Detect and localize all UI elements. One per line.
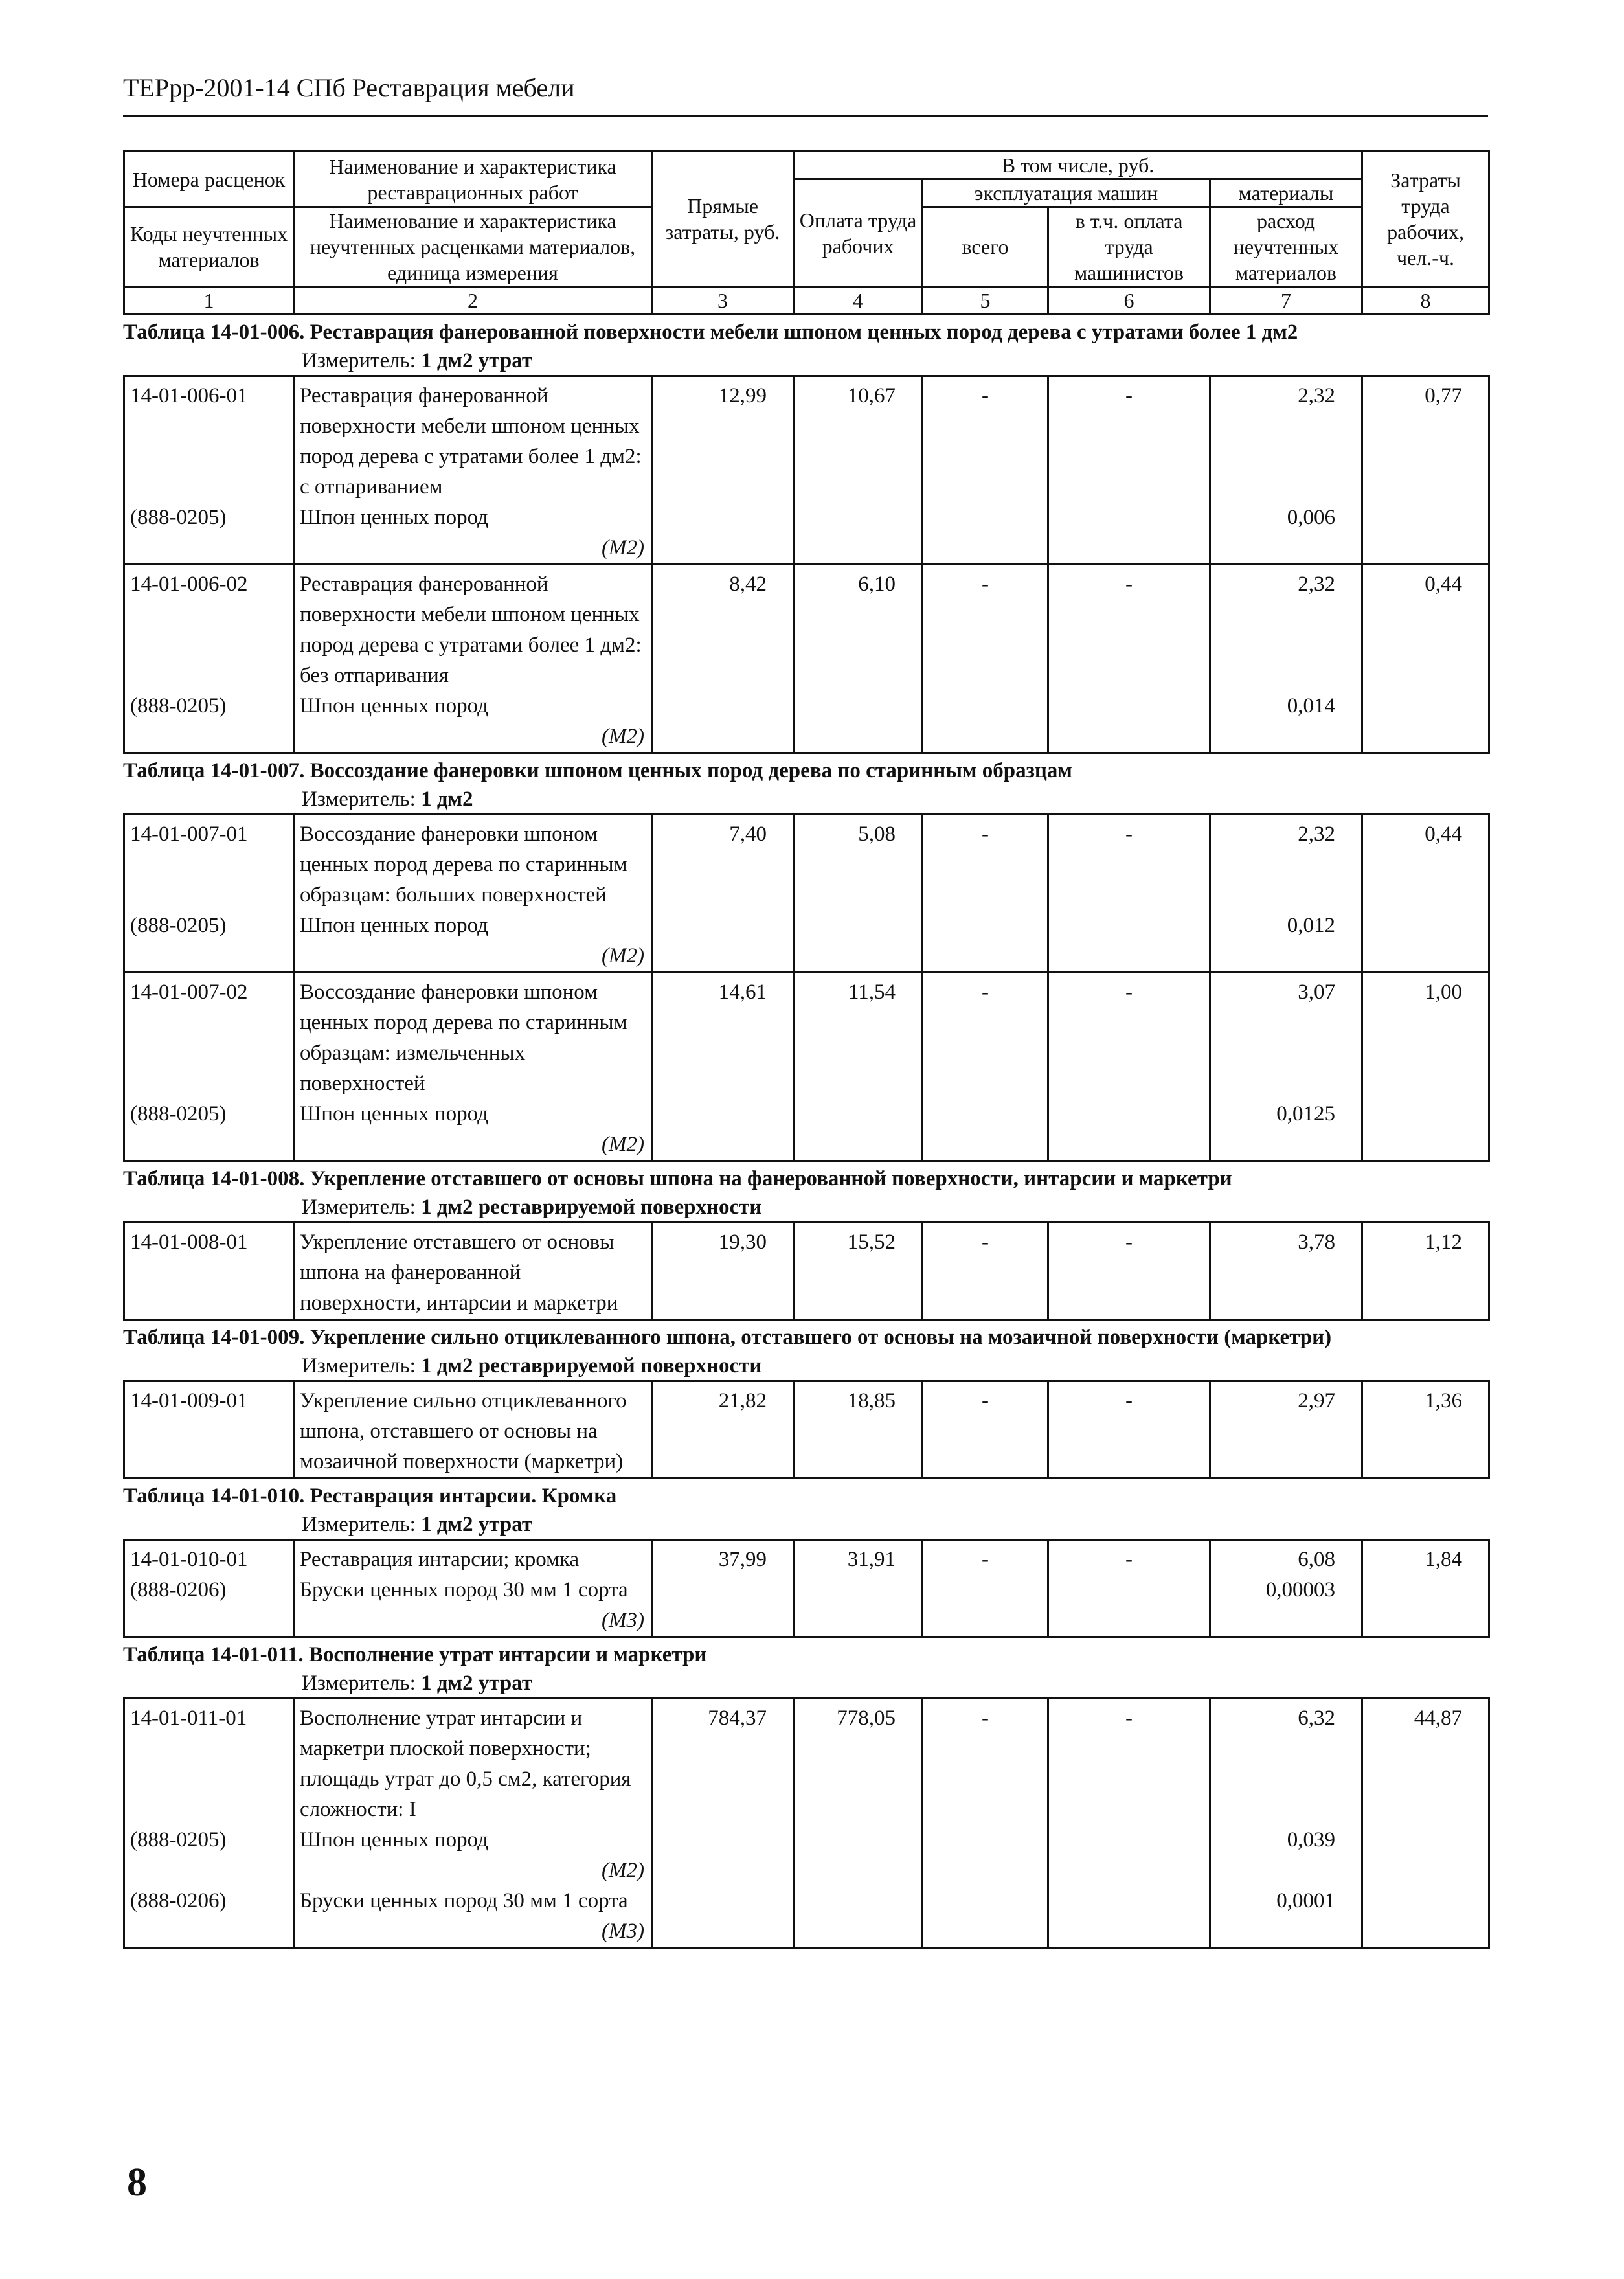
material-name: Бруски ценных пород 30 мм 1 сорта [300, 1889, 628, 1912]
measure-label: Измеритель: [302, 788, 416, 811]
empty-cell [1362, 911, 1489, 973]
column-header-table [123, 150, 1490, 315]
empty-cell [1048, 1099, 1210, 1161]
machines-total-value: - [923, 376, 1048, 503]
measure-value: 1 дм2 утрат [421, 1513, 533, 1536]
empty-cell [794, 1886, 923, 1948]
empty-cell [794, 1825, 923, 1886]
material-name-cell [294, 1099, 652, 1161]
worker-pay-value: 778,05 [794, 1699, 923, 1826]
rate-table-group [123, 1164, 1488, 1321]
machines-total-value: - [923, 1223, 1048, 1320]
worker-pay-value: 31,91 [794, 1540, 923, 1576]
measure-label: Измеритель: [302, 1672, 416, 1695]
empty-cell [923, 1825, 1048, 1886]
direct-costs-value: 8,42 [652, 565, 794, 692]
measure-value: 1 дм2 [421, 788, 473, 811]
material-code: (888-0205) [124, 1099, 294, 1161]
material-code: (888-0205) [124, 691, 294, 753]
rate-items-table [123, 1380, 1490, 1479]
machinist-pay-value: - [1048, 1223, 1210, 1320]
material-row [124, 691, 1489, 753]
empty-cell [794, 1099, 923, 1161]
empty-cell [652, 1825, 794, 1886]
column-number: 1 [124, 287, 294, 315]
machines-total-value: - [923, 1540, 1048, 1576]
rates-content [123, 150, 1488, 1949]
empty-cell [1362, 1575, 1489, 1637]
material-row [124, 1099, 1489, 1161]
direct-costs-value: 21,82 [652, 1381, 794, 1479]
empty-cell [794, 503, 923, 565]
rate-name: Укрепление отставшего от основы шпона на фанерованной поверхности, интарсии и маркетри [294, 1223, 652, 1320]
table-measure [123, 1510, 1488, 1539]
material-name-cell [294, 911, 652, 973]
empty-cell [923, 691, 1048, 753]
labor-hours-value: 0,77 [1362, 376, 1489, 503]
material-name-cell [294, 1886, 652, 1948]
material-name: Шпон ценных пород [300, 694, 488, 718]
column-number: 5 [923, 287, 1048, 315]
rate-table-group [123, 318, 1488, 754]
header-machine-operation: эксплуатация машин [923, 179, 1210, 207]
header-material-names: Наименование и характеристика неучтенных расценками материалов, единица измерения [294, 207, 652, 287]
header-work-name: Наименование и характеристика реставрационных работ [294, 152, 652, 207]
table-measure [123, 1352, 1488, 1380]
rate-table-group [123, 1323, 1488, 1479]
labor-hours-value: 0,44 [1362, 815, 1489, 911]
empty-cell [1362, 1825, 1489, 1886]
material-code: (888-0206) [124, 1575, 294, 1637]
rate-name: Реставрация интарсии; кромка [294, 1540, 652, 1576]
material-name: Шпон ценных пород [300, 1828, 488, 1852]
materials-value: 6,32 [1210, 1699, 1362, 1826]
worker-pay-value: 18,85 [794, 1381, 923, 1479]
header-materials: материалы [1210, 179, 1362, 207]
table-row [124, 815, 1489, 911]
machinist-pay-value: - [1048, 815, 1210, 911]
empty-cell [1048, 503, 1210, 565]
material-quantity: 0,014 [1210, 691, 1362, 753]
header-including: В том числе, руб. [794, 152, 1362, 179]
material-row [124, 1825, 1489, 1886]
material-code: (888-0205) [124, 911, 294, 973]
materials-value: 3,78 [1210, 1223, 1362, 1320]
measure-label: Измеритель: [302, 1196, 416, 1219]
machinist-pay-value: - [1048, 1540, 1210, 1576]
table-row [124, 1699, 1489, 1826]
empty-cell [1048, 1575, 1210, 1637]
material-row [124, 911, 1489, 973]
column-number: 2 [294, 287, 652, 315]
measure-label: Измеритель: [302, 349, 416, 372]
rate-code: 14-01-006-02 [124, 565, 294, 692]
rate-name: Воссоздание фанеровки шпоном ценных пород дерева по старинным образцам: измельченных поверхностей [294, 973, 652, 1100]
rate-items-table [123, 813, 1490, 1162]
machines-total-value: - [923, 1699, 1048, 1826]
materials-value: 2,32 [1210, 815, 1362, 911]
material-unit: (М2) [602, 1859, 644, 1882]
rate-code: 14-01-010-01 [124, 1540, 294, 1576]
measure-value: 1 дм2 реставрируемой поверхности [421, 1354, 762, 1378]
table-measure [123, 785, 1488, 813]
material-row [124, 503, 1489, 565]
machines-total-value: - [923, 565, 1048, 692]
material-code: (888-0205) [124, 1825, 294, 1886]
rate-items-table [123, 375, 1490, 754]
material-code: (888-0205) [124, 503, 294, 565]
rate-name: Укрепление сильно отциклеванного шпона, отставшего от основы на мозаичной поверхности (маркетри) [294, 1381, 652, 1479]
material-row [124, 1575, 1489, 1637]
direct-costs-value: 37,99 [652, 1540, 794, 1576]
machines-total-value: - [923, 973, 1048, 1100]
table-row [124, 1381, 1489, 1479]
empty-cell [652, 503, 794, 565]
materials-value: 2,97 [1210, 1381, 1362, 1479]
empty-cell [1362, 503, 1489, 565]
worker-pay-value: 11,54 [794, 973, 923, 1100]
material-unit: (М2) [602, 536, 644, 560]
title-divider [123, 115, 1488, 117]
column-number: 8 [1362, 287, 1489, 315]
document-title: ТЕРрр-2001-14 СПб Реставрация мебели [123, 73, 575, 102]
direct-costs-value: 12,99 [652, 376, 794, 503]
header-worker-pay: Оплата труда рабочих [794, 179, 923, 287]
material-name: Бруски ценных пород 30 мм 1 сорта [300, 1578, 628, 1602]
material-unit: (М3) [602, 1609, 644, 1632]
material-quantity: 0,00003 [1210, 1575, 1362, 1637]
rate-items-table [123, 1697, 1490, 1949]
rate-tables [123, 318, 1488, 1949]
empty-cell [652, 911, 794, 973]
empty-cell [923, 503, 1048, 565]
table-caption: Таблица 14-01-007. Воссоздание фанеровки шпоном ценных пород дерева по старинным образцам [123, 759, 1072, 782]
table-caption: Таблица 14-01-006. Реставрация фанерованной поверхности мебели шпоном ценных пород дерева с утратами более 1 дм2 [123, 321, 1298, 344]
header-direct-costs: Прямые затраты, руб. [652, 152, 794, 287]
table-measure [123, 1669, 1488, 1697]
material-code: (888-0206) [124, 1886, 294, 1948]
material-quantity: 0,0125 [1210, 1099, 1362, 1161]
header-rate-numbers: Номера расценок [124, 152, 294, 207]
material-unit: (М2) [602, 1133, 644, 1156]
column-number: 4 [794, 287, 923, 315]
empty-cell [1048, 1825, 1210, 1886]
material-name: Шпон ценных пород [300, 914, 488, 937]
table-row [124, 973, 1489, 1100]
machines-total-value: - [923, 815, 1048, 911]
empty-cell [1048, 1886, 1210, 1948]
empty-cell [794, 911, 923, 973]
rate-name: Воссоздание фанеровки шпоном ценных пород дерева по старинным образцам: больших поверхностей [294, 815, 652, 911]
table-row [124, 1540, 1489, 1576]
table-measure [123, 1193, 1488, 1221]
empty-cell [1362, 1099, 1489, 1161]
rate-name: Реставрация фанерованной поверхности мебели шпоном ценных пород дерева с утратами более 1 дм2: с отпариванием [294, 376, 652, 503]
materials-value: 2,32 [1210, 565, 1362, 692]
rate-name: Реставрация фанерованной поверхности мебели шпоном ценных пород дерева с утратами более 1 дм2: без отпаривания [294, 565, 652, 692]
material-name-cell [294, 1575, 652, 1637]
table-measure [123, 346, 1488, 375]
worker-pay-value: 10,67 [794, 376, 923, 503]
column-number: 3 [652, 287, 794, 315]
measure-value: 1 дм2 утрат [421, 1672, 533, 1695]
labor-hours-value: 0,44 [1362, 565, 1489, 692]
direct-costs-value: 784,37 [652, 1699, 794, 1826]
empty-cell [923, 1099, 1048, 1161]
material-name-cell [294, 1825, 652, 1886]
rate-code: 14-01-007-02 [124, 973, 294, 1100]
material-name-cell [294, 503, 652, 565]
material-name-cell [294, 691, 652, 753]
header-material-codes: Коды неучтенных материалов [124, 207, 294, 287]
empty-cell [1362, 1886, 1489, 1948]
rate-code: 14-01-008-01 [124, 1223, 294, 1320]
material-unit: (М3) [602, 1920, 644, 1943]
material-quantity: 0,012 [1210, 911, 1362, 973]
direct-costs-value: 19,30 [652, 1223, 794, 1320]
empty-cell [1048, 911, 1210, 973]
header-column-numbers [124, 287, 1489, 315]
empty-cell [652, 691, 794, 753]
header-material-consumption: расход неучтенных материалов [1210, 207, 1362, 287]
rate-table-group [123, 756, 1488, 1162]
rate-items-table [123, 1539, 1490, 1638]
material-name: Шпон ценных пород [300, 1102, 488, 1126]
table-row [124, 1223, 1489, 1320]
materials-value: 3,07 [1210, 973, 1362, 1100]
empty-cell [652, 1575, 794, 1637]
rate-items-table [123, 1221, 1490, 1321]
direct-costs-value: 14,61 [652, 973, 794, 1100]
measure-label: Измеритель: [302, 1513, 416, 1536]
rate-code: 14-01-009-01 [124, 1381, 294, 1479]
rate-code: 14-01-007-01 [124, 815, 294, 911]
empty-cell [923, 1886, 1048, 1948]
rate-code: 14-01-011-01 [124, 1699, 294, 1826]
empty-cell [794, 1575, 923, 1637]
column-number: 7 [1210, 287, 1362, 315]
labor-hours-value: 1,00 [1362, 973, 1489, 1100]
rate-code: 14-01-006-01 [124, 376, 294, 503]
material-quantity: 0,039 [1210, 1825, 1362, 1886]
table-caption: Таблица 14-01-010. Реставрация интарсии. Кромка [123, 1484, 617, 1508]
labor-hours-value: 44,87 [1362, 1699, 1489, 1826]
column-number: 6 [1048, 287, 1210, 315]
empty-cell [1048, 691, 1210, 753]
machines-total-value: - [923, 1381, 1048, 1479]
empty-cell [923, 1575, 1048, 1637]
worker-pay-value: 6,10 [794, 565, 923, 692]
material-unit: (М2) [602, 725, 644, 748]
table-caption: Таблица 14-01-008. Укрепление отставшего от основы шпона на фанерованной поверхности, интарсии и маркетри [123, 1167, 1232, 1190]
table-caption: Таблица 14-01-009. Укрепление сильно отциклеванного шпона, отставшего от основы на мозаичной поверхности (маркетри) [123, 1326, 1332, 1349]
table-caption: Таблица 14-01-011. Восполнение утрат интарсии и маркетри [123, 1643, 707, 1666]
rate-table-group [123, 1640, 1488, 1949]
rate-name: Восполнение утрат интарсии и маркетри плоской поверхности; площадь утрат до 0,5 см2, категория сложности: I [294, 1699, 652, 1826]
worker-pay-value: 15,52 [794, 1223, 923, 1320]
material-quantity: 0,0001 [1210, 1886, 1362, 1948]
machinist-pay-value: - [1048, 1699, 1210, 1826]
materials-value: 2,32 [1210, 376, 1362, 503]
material-quantity: 0,006 [1210, 503, 1362, 565]
labor-hours-value: 1,36 [1362, 1381, 1489, 1479]
header-machines-total: всего [923, 207, 1048, 287]
direct-costs-value: 7,40 [652, 815, 794, 911]
measure-value: 1 дм2 утрат [421, 349, 533, 372]
materials-value: 6,08 [1210, 1540, 1362, 1576]
labor-hours-value: 1,12 [1362, 1223, 1489, 1320]
empty-cell [1362, 691, 1489, 753]
header-machinist-pay: в т.ч. оплата труда машинистов [1048, 207, 1210, 287]
empty-cell [652, 1099, 794, 1161]
material-unit: (М2) [602, 944, 644, 968]
empty-cell [652, 1886, 794, 1948]
header-labor-hours: Затраты труда рабочих, чел.-ч. [1362, 152, 1489, 287]
material-name: Шпон ценных пород [300, 506, 488, 529]
machinist-pay-value: - [1048, 376, 1210, 503]
machinist-pay-value: - [1048, 1381, 1210, 1479]
rate-table-group [123, 1482, 1488, 1638]
material-row [124, 1886, 1489, 1948]
table-row [124, 565, 1489, 692]
worker-pay-value: 5,08 [794, 815, 923, 911]
measure-value: 1 дм2 реставрируемой поверхности [421, 1196, 762, 1219]
machinist-pay-value: - [1048, 973, 1210, 1100]
labor-hours-value: 1,84 [1362, 1540, 1489, 1576]
page-number: 8 [127, 2160, 147, 2205]
table-row [124, 376, 1489, 503]
empty-cell [794, 691, 923, 753]
measure-label: Измеритель: [302, 1354, 416, 1378]
machinist-pay-value: - [1048, 565, 1210, 692]
empty-cell [923, 911, 1048, 973]
